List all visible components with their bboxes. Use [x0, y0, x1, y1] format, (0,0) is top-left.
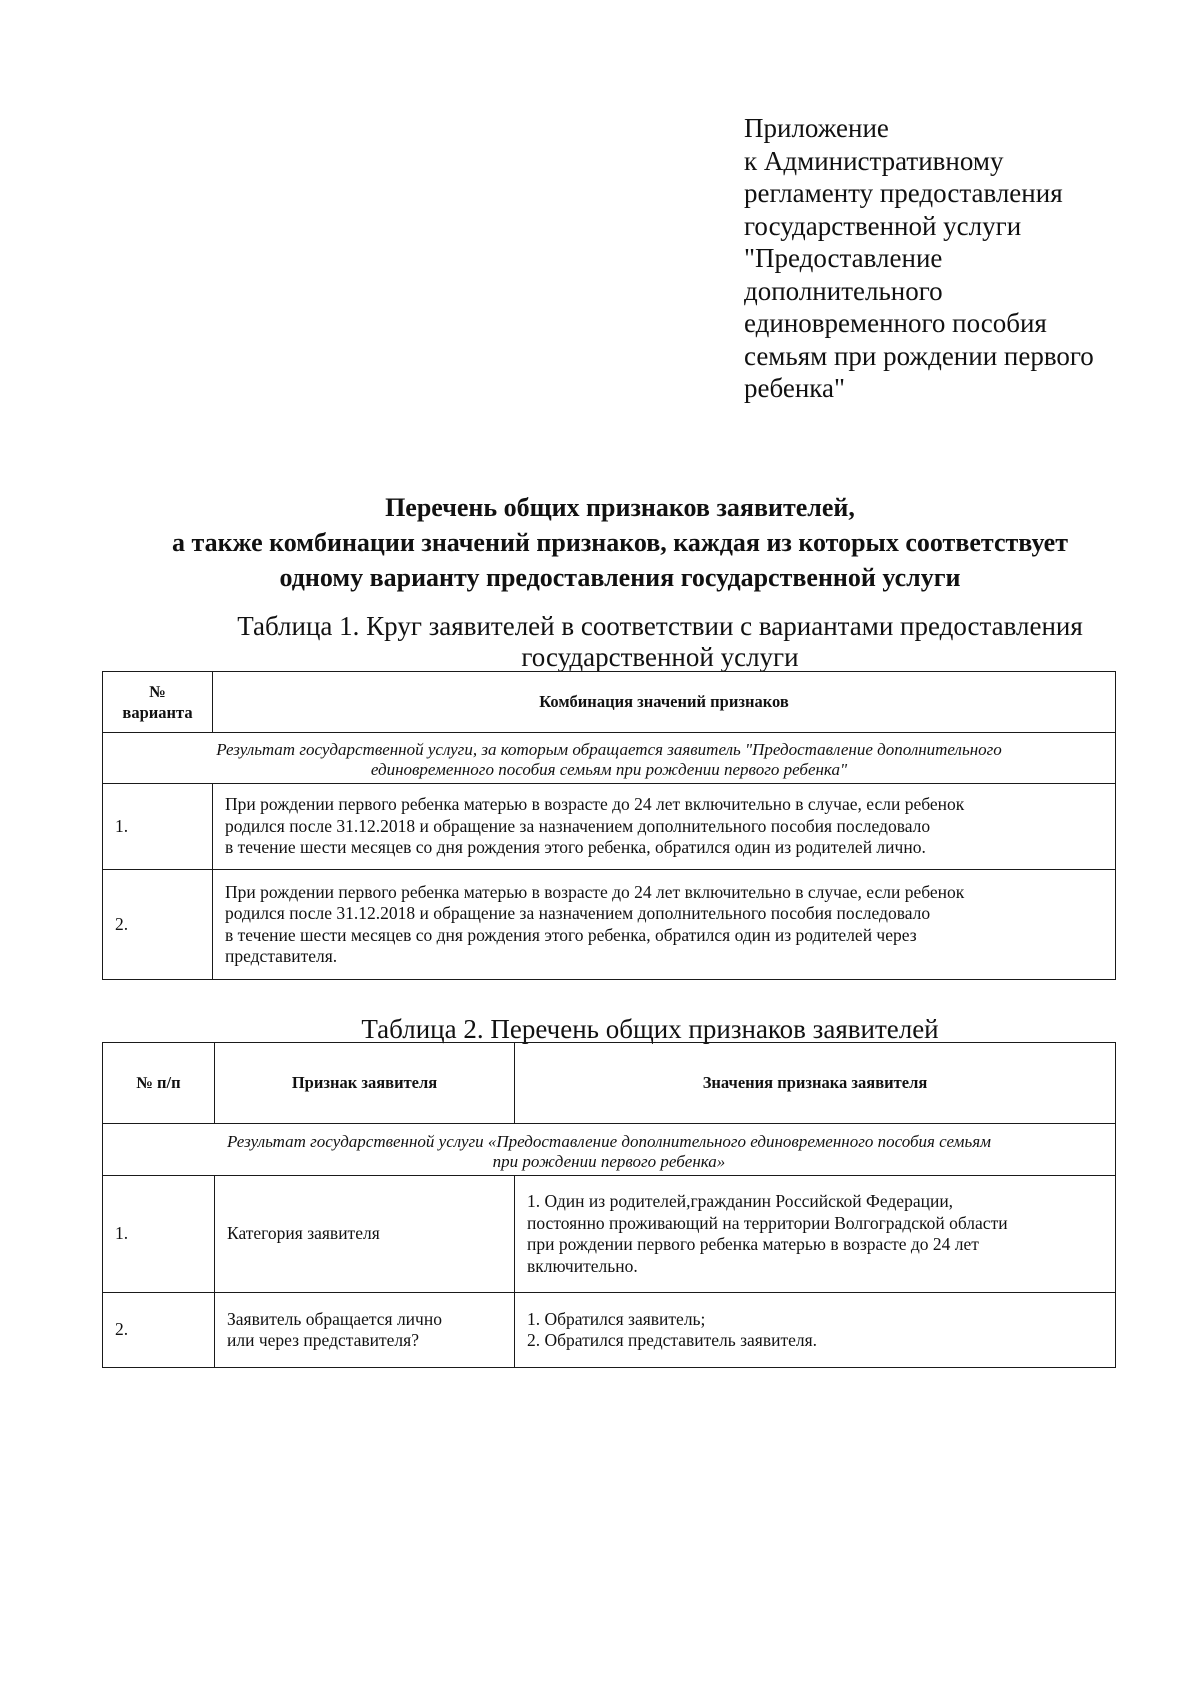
service-result [103, 733, 1116, 784]
text-line: 1. Обратился заявитель; [527, 1308, 706, 1329]
appendix-line: к Административному [744, 145, 1004, 176]
appendix-block [744, 112, 1144, 405]
table1-caption [200, 611, 1120, 673]
text-line: Категория заявителя [227, 1223, 380, 1244]
caption-line: Таблица 1. Круг заявителей в соответствии с вариантами предоставления [237, 611, 1083, 641]
variant-description [213, 870, 1116, 980]
attribute-cell [215, 1176, 515, 1293]
variant-number: 2. [103, 870, 213, 980]
result-line: единовременного пособия семьям при рождении первого ребенка" [370, 760, 848, 779]
title-line: одному варианту предоставления государственной услуги [279, 563, 961, 592]
result-line: Результат государственной услуги «Предоставление дополнительного единовременного пособия семьям [227, 1131, 991, 1151]
appendix-line: единовременного пособия [744, 308, 1047, 338]
header-values: Значения признака заявителя [515, 1043, 1116, 1124]
text-line: родился после 31.12.2018 и обращение за назначением дополнительного пособия последовало [225, 903, 931, 923]
text-line: или через представителя? [227, 1330, 419, 1350]
appendix-line: Приложение [744, 113, 889, 143]
text-line: в течение шести месяцев со дня рождения этого ребенка, обратился один из родителей лично. [225, 837, 926, 858]
text-line: в течение шести месяцев со дня рождения этого ребенка, обратился один из родителей через [225, 924, 917, 945]
values-cell [515, 1293, 1116, 1368]
text-line: Заявитель обращается лично [227, 1308, 442, 1329]
table2-caption [250, 1014, 1050, 1045]
appendix-line: ребенка" [744, 373, 846, 403]
text-line: При рождении первого ребенка матерью в возрасте до 24 лет включительно в случае, если ребенок [225, 881, 965, 902]
header-combination: Комбинация значений признаков [213, 672, 1116, 733]
header-line: № [149, 681, 166, 701]
text-line: представителя. [225, 946, 338, 966]
table-row [103, 870, 1116, 980]
row-number: 1. [103, 1176, 215, 1293]
appendix-line: государственной услуги [744, 210, 1022, 241]
variants-table [102, 671, 1116, 980]
service-result [103, 1124, 1116, 1176]
text-line: родился после 31.12.2018 и обращение за назначением дополнительного пособия последовало [225, 815, 931, 836]
document-title [100, 490, 1140, 595]
result-row [103, 1124, 1116, 1176]
table-row [103, 784, 1116, 870]
row-number: 2. [103, 1293, 215, 1368]
variant-number: 1. [103, 784, 213, 870]
attribute-cell [215, 1293, 515, 1368]
table-row [103, 1176, 1116, 1293]
table-header-row [103, 1043, 1116, 1124]
result-line: при рождении первого ребенка» [492, 1151, 726, 1171]
result-line: Результат государственной услуги, за которым обращается заявитель "Предоставление дополнительного [216, 740, 1002, 759]
title-line: Перечень общих признаков заявителей, [385, 493, 855, 522]
appendix-line: регламенту предоставления [744, 178, 1063, 208]
result-row [103, 733, 1116, 784]
values-cell [515, 1176, 1116, 1293]
header-number: № п/п [103, 1043, 215, 1124]
appendix-line: "Предоставление [744, 243, 943, 273]
attributes-table [102, 1042, 1116, 1368]
text-line: при рождении первого ребенка матерью в возрасте до 24 лет [527, 1234, 979, 1254]
title-line: а также комбинации значений признаков, каждая из которых соответствует [172, 528, 1068, 557]
header-variant-number [103, 672, 213, 733]
text-line: При рождении первого ребенка матерью в возрасте до 24 лет включительно в случае, если ребенок [225, 794, 965, 815]
appendix-line: дополнительного [744, 275, 943, 306]
table-row [103, 1293, 1116, 1368]
header-attribute: Признак заявителя [215, 1043, 515, 1124]
variant-description [213, 784, 1116, 870]
table-header-row [103, 672, 1116, 733]
text-line: включительно. [527, 1255, 638, 1276]
header-line: варианта [122, 703, 193, 722]
caption-line: государственной услуги [521, 642, 799, 672]
text-line: 1. Один из родителей,гражданин Российской Федерации, [527, 1191, 954, 1211]
caption-line: Таблица 2. Перечень общих признаков заявителей [361, 1014, 939, 1044]
appendix-line: семьям при рождении первого [744, 340, 1094, 371]
text-line: постоянно проживающий на территории Волгоградской области [527, 1212, 1008, 1233]
text-line: 2. Обратился представитель заявителя. [527, 1330, 818, 1350]
